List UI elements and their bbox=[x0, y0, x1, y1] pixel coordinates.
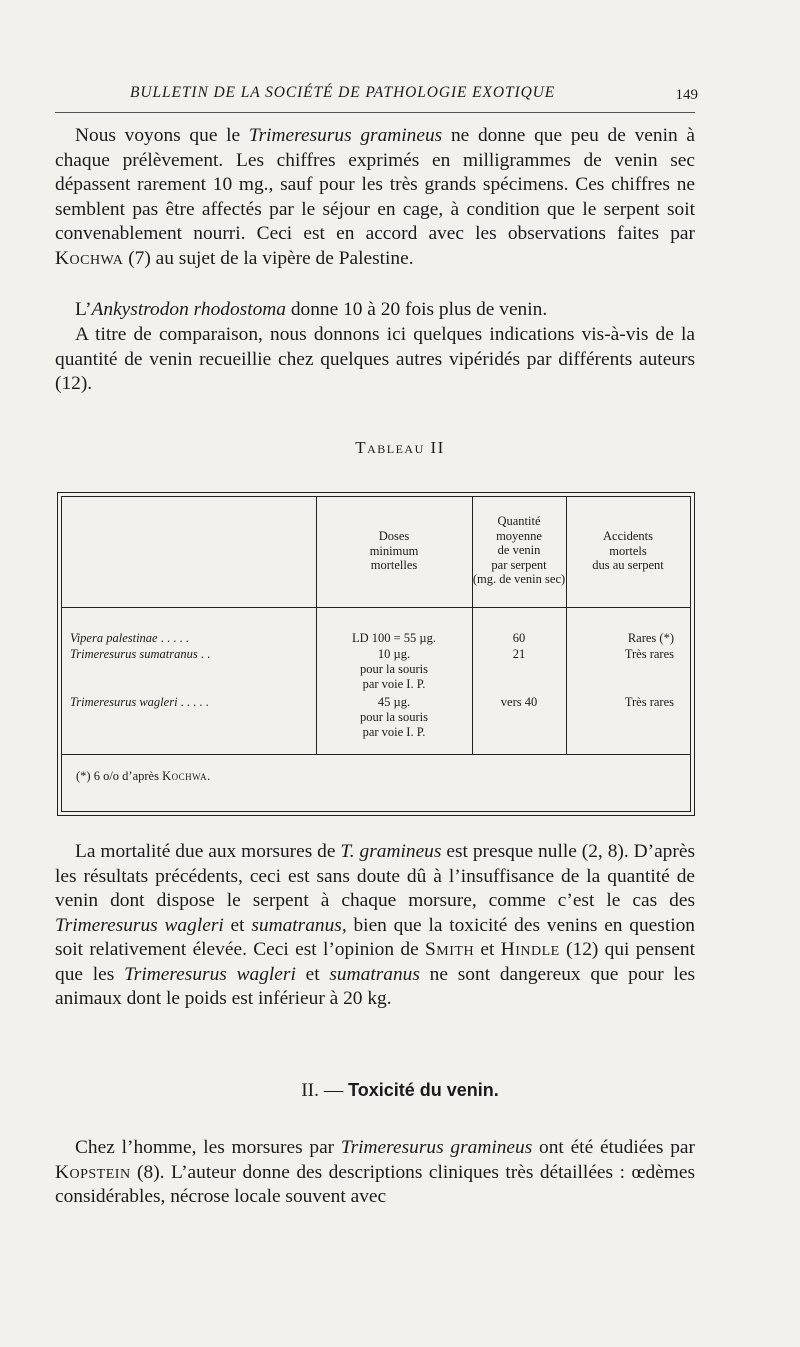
table-row-species: Trimeresurus wagleri . . . . . bbox=[70, 695, 209, 709]
table-row-dose: 10 µg. pour la souris par voie I. P. bbox=[359, 647, 429, 691]
species-name: sumatranus bbox=[329, 963, 420, 985]
header-accidents: Accidents mortels dus au serpent bbox=[592, 529, 664, 572]
species-name: Ankystrodon rhodostoma bbox=[91, 299, 286, 320]
table-row-quantity: 21 bbox=[512, 647, 526, 661]
header-quantite: Quantité moyenne de venin par serpent (mg. de venin sec) bbox=[472, 514, 566, 586]
table-row-accidents: Très rares bbox=[624, 695, 674, 709]
author-name: Smith bbox=[425, 939, 475, 960]
section-heading: II. — Toxicité du venin. bbox=[301, 1080, 499, 1101]
author-name: Kochwa bbox=[55, 247, 124, 269]
running-head bbox=[55, 80, 700, 110]
paragraph-1: Nous voyons que le Trimeresurus gramineus ne donne que peu de venin à chaque prélèvement. Les chiffres exprimés en milligrammes de venin sec dépassent rarement 10 mg., sauf pour les très grands spécimens. Ces chiffres ne semblent pas être affectés par le séjour en cage, à condition que le serpent soit convenablement nourri. Ceci est en accord avec les observations faites par Kochwa (7) au sujet de la vipère de Palestine. bbox=[55, 125, 696, 269]
species-name: Trimeresurus wagleri bbox=[124, 963, 296, 985]
table-frame bbox=[61, 496, 691, 812]
table-row-accidents: Très rares bbox=[624, 647, 674, 661]
table-row-quantity: 60 bbox=[512, 631, 526, 645]
species-name: Trimeresurus wagleri bbox=[55, 914, 224, 936]
table-row-quantity: vers 40 bbox=[500, 695, 538, 709]
journal-title: BULLETIN DE LA SOCIÉTÉ DE PATHOLOGIE EXOTIQUE bbox=[130, 84, 556, 101]
table-row-species: Vipera palestinae . . . . . bbox=[70, 631, 189, 645]
header-doses: Doses minimum mortelles bbox=[369, 529, 419, 572]
paragraph-3: A titre de comparaison, nous donnons ici quelques indications vis-à-vis de la quantité de venin recueillie chez quelques autres vipéridés par différents auteurs (12). bbox=[55, 324, 695, 394]
table-row-dose: 45 µg. pour la souris par voie I. P. bbox=[359, 695, 429, 739]
author-name: Kopstein bbox=[55, 1161, 131, 1183]
paragraph-4: La mortalité due aux morsures de T. gramineus est presque nulle (2, 8). D’après les résultats précédents, ceci est sans doute dû à l’insuffisance de la quantité de venin dont dispose le serpent à chaque morsure, comme c’est le cas des Trimeresurus wagleri et sumatranus, bien que la toxicité des venins en question soit relativement élevée. Ceci est l’opinion de Smith et Hindle (12) qui pensent que les Trimeresurus wagleri et sumatranus ne sont dangereux que pour les animaux dont le poids est inférieur à 20 kg. bbox=[55, 841, 695, 1009]
species-name: Trimeresurus gramineus bbox=[248, 125, 443, 146]
author-name: Hindle bbox=[500, 939, 560, 960]
header-rule bbox=[55, 112, 695, 113]
species-name: Trimeresurus gramineus bbox=[340, 1137, 533, 1158]
table bbox=[57, 492, 695, 816]
table-row-accidents: Rares (*) bbox=[627, 631, 674, 645]
table-row-dose: LD 100 = 55 µg. bbox=[351, 631, 437, 645]
page-number: 149 bbox=[675, 87, 698, 103]
table-footnote: (*) 6 o/o d’après Kochwa. bbox=[76, 769, 211, 783]
paragraph-5: Chez l’homme, les morsures par Trimeresurus gramineus ont été étudiées par Kopstein (8). L’auteur donne des descriptions cliniques très détaillées : œdèmes considérables, nécrose locale souvent avec bbox=[55, 1137, 695, 1207]
species-name: sumatranus, bbox=[251, 914, 347, 936]
paragraph-2: L’Ankystrodon rhodostoma donne 10 à 20 fois plus de venin. bbox=[75, 299, 548, 320]
species-name: T. gramineus bbox=[340, 841, 442, 862]
table-row-species: Trimeresurus sumatranus . . bbox=[70, 647, 211, 661]
table-title: Tableau II bbox=[355, 438, 445, 457]
